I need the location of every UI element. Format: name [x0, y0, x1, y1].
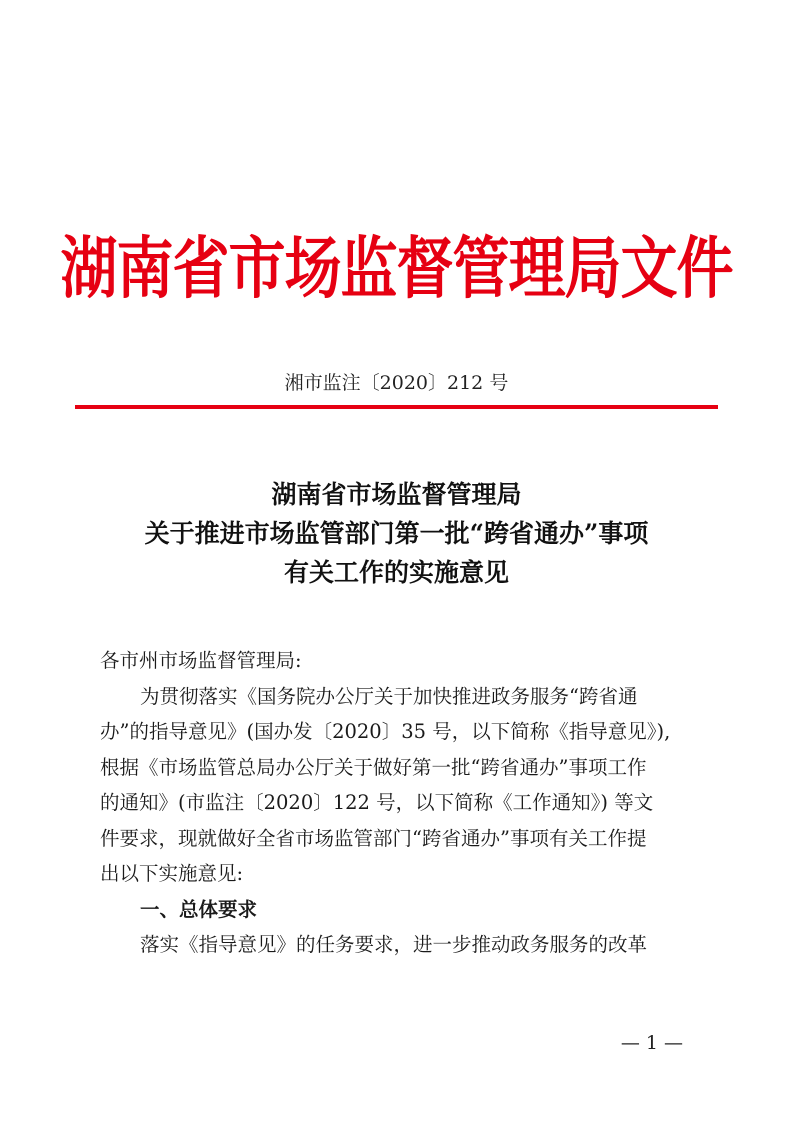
document-body [100, 643, 696, 963]
title-line-1: 湖南省市场监督管理局 [271, 480, 522, 509]
paragraph-1-line-1: 为贯彻落实《国务院办公厅关于加快推进政务服务“跨省通 [140, 684, 638, 708]
paragraph-1-line-4: 的通知》(市监注〔2020〕122 号，以下简称《工作通知》) 等文 [100, 791, 654, 814]
page-number: — 1 — [620, 1032, 683, 1054]
issuing-authority-title: 湖南省市场监督管理局文件 [60, 230, 733, 309]
paragraph-1-line-5: 件要求，现就做好全省市场监管部门“跨省通办”事项有关工作提 [100, 826, 647, 850]
section-heading: 一、总体要求 [140, 897, 258, 921]
paragraph-1-line-3: 根据《市场监管总局办公厅关于做好第一批“跨省通办”事项工作 [100, 755, 647, 779]
red-separator-line [75, 405, 718, 409]
salutation: 各市州市场监督管理局: [100, 649, 302, 672]
document-number: 湘市监注〔2020〕212 号 [284, 372, 509, 394]
title-line-3: 有关工作的实施意见 [283, 558, 509, 587]
paragraph-1-line-6: 出以下实施意见: [100, 862, 244, 885]
title-line-2: 关于推进市场监管部门第一批“跨省通办”事项 [144, 519, 649, 548]
paragraph-2-line-1: 落实《指导意见》的任务要求，进一步推动政务服务的改革 [140, 933, 648, 956]
document-title [0, 475, 793, 592]
paragraph-1-line-2: 办”的指导意见》(国办发〔2020〕35 号，以下简称《指导意见》), [100, 720, 671, 743]
